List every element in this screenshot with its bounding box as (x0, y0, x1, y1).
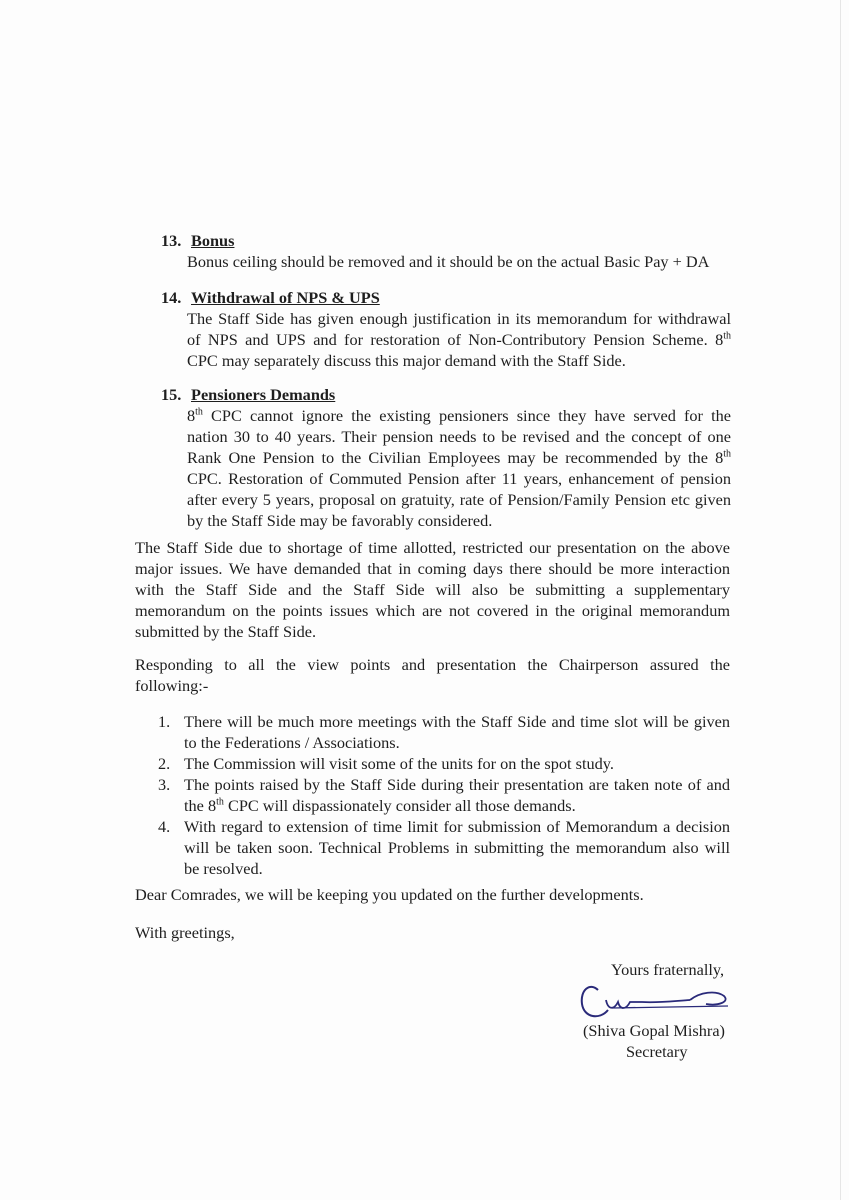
text-line (184, 795, 730, 816)
text-span: CPC will dispassionately consider all those demands. (223, 796, 576, 815)
section-title: Pensioners Demands (191, 385, 336, 404)
text-line: major issues. We have demanded that in coming days there should be more interaction (135, 559, 730, 578)
text-line: CPC may separately discuss this major demand with the Staff Side. (187, 351, 626, 370)
section-withdrawal (161, 287, 731, 371)
superscript: th (195, 406, 203, 418)
text-span: Rank One Pension to the Civilian Employees may be recommended by the 8 (187, 448, 724, 467)
page-edge (840, 0, 841, 1200)
text-line: memorandum on the points issues which are not covered in the original memorandum (135, 601, 730, 620)
section-heading (161, 384, 731, 405)
text-line: The Staff Side has given enough justification in its memorandum for withdrawal (187, 309, 731, 328)
text-line: with the Staff Side and the Staff Side will also be submitting a supplementary (135, 580, 730, 599)
section-title: Withdrawal of NPS & UPS (191, 288, 380, 307)
list-item (158, 774, 730, 816)
section-pensioners (161, 384, 731, 531)
text-line: Responding to all the view points and presentation the Chairperson assured the (135, 655, 730, 674)
text-line: The Commission will visit some of the units for on the spot study. (184, 754, 614, 773)
text-line (187, 405, 731, 426)
text-line: CPC. Restoration of Commuted Pension after 11 years, enhancement of pension (187, 469, 731, 488)
section-bonus (161, 230, 731, 272)
text-line: There will be much more meetings with the Staff Side and time slot will be given (184, 712, 730, 731)
section-title: Bonus (191, 231, 235, 250)
text-line: The Staff Side due to shortage of time allotted, restricted our presentation on the above (135, 538, 730, 557)
text-line (187, 447, 731, 468)
text-line: nation 30 to 40 years. Their pension needs to be revised and the concept of one (187, 427, 731, 446)
update-note: Dear Comrades, we will be keeping you updated on the further developments. (135, 885, 644, 904)
section-body (187, 308, 731, 371)
signatory-name: (Shiva Gopal Mishra) (583, 1021, 725, 1040)
paragraph-responding (135, 654, 730, 696)
text-line: Bonus ceiling should be removed and it should be on the actual Basic Pay + DA (187, 252, 710, 271)
list-number: 4. (158, 817, 171, 836)
text-line: to the Federations / Associations. (184, 733, 400, 752)
text-span: CPC cannot ignore the existing pensioners since they have served for the (202, 406, 731, 425)
text-span: 8 (187, 406, 196, 425)
section-body (187, 405, 731, 531)
list-number: 3. (158, 775, 171, 794)
list-item (158, 753, 730, 774)
list-number: 2. (158, 754, 171, 773)
text-line: by the Staff Side may be favorably considered. (187, 511, 493, 530)
text-span: the 8 (184, 796, 217, 815)
text-line: will be taken soon. Technical Problems in submitting the memorandum also will (184, 838, 730, 857)
assurance-list (158, 711, 730, 879)
text-line: The points raised by the Staff Side during their presentation are taken note of and (184, 775, 730, 794)
section-heading (161, 230, 731, 251)
section-number: 14. (161, 288, 182, 307)
superscript: th (216, 796, 224, 808)
greeting: With greetings, (135, 923, 235, 942)
list-item (158, 711, 730, 753)
text-line: With regard to extension of time limit for submission of Memorandum a decision (184, 817, 730, 836)
list-number: 1. (158, 712, 171, 731)
text-line: following:- (135, 676, 209, 695)
text-line (187, 329, 731, 350)
list-item (158, 816, 730, 879)
signatory-title: Secretary (626, 1042, 688, 1061)
text-line: be resolved. (184, 859, 263, 878)
closing-line: Yours fraternally, (611, 960, 725, 979)
section-number: 15. (161, 385, 182, 404)
superscript: th (723, 330, 731, 342)
section-number: 13. (161, 231, 182, 250)
section-heading (161, 287, 731, 308)
section-body (187, 251, 731, 272)
text-line: after every 5 years, proposal on gratuity, rate of Pension/Family Pension etc given (187, 490, 731, 509)
paragraph-presentation (135, 537, 730, 642)
text-span: of NPS and UPS and for restoration of Non-Contributory Pension Scheme. 8 (187, 330, 724, 349)
text-line: submitted by the Staff Side. (135, 622, 317, 641)
superscript: th (723, 448, 731, 460)
